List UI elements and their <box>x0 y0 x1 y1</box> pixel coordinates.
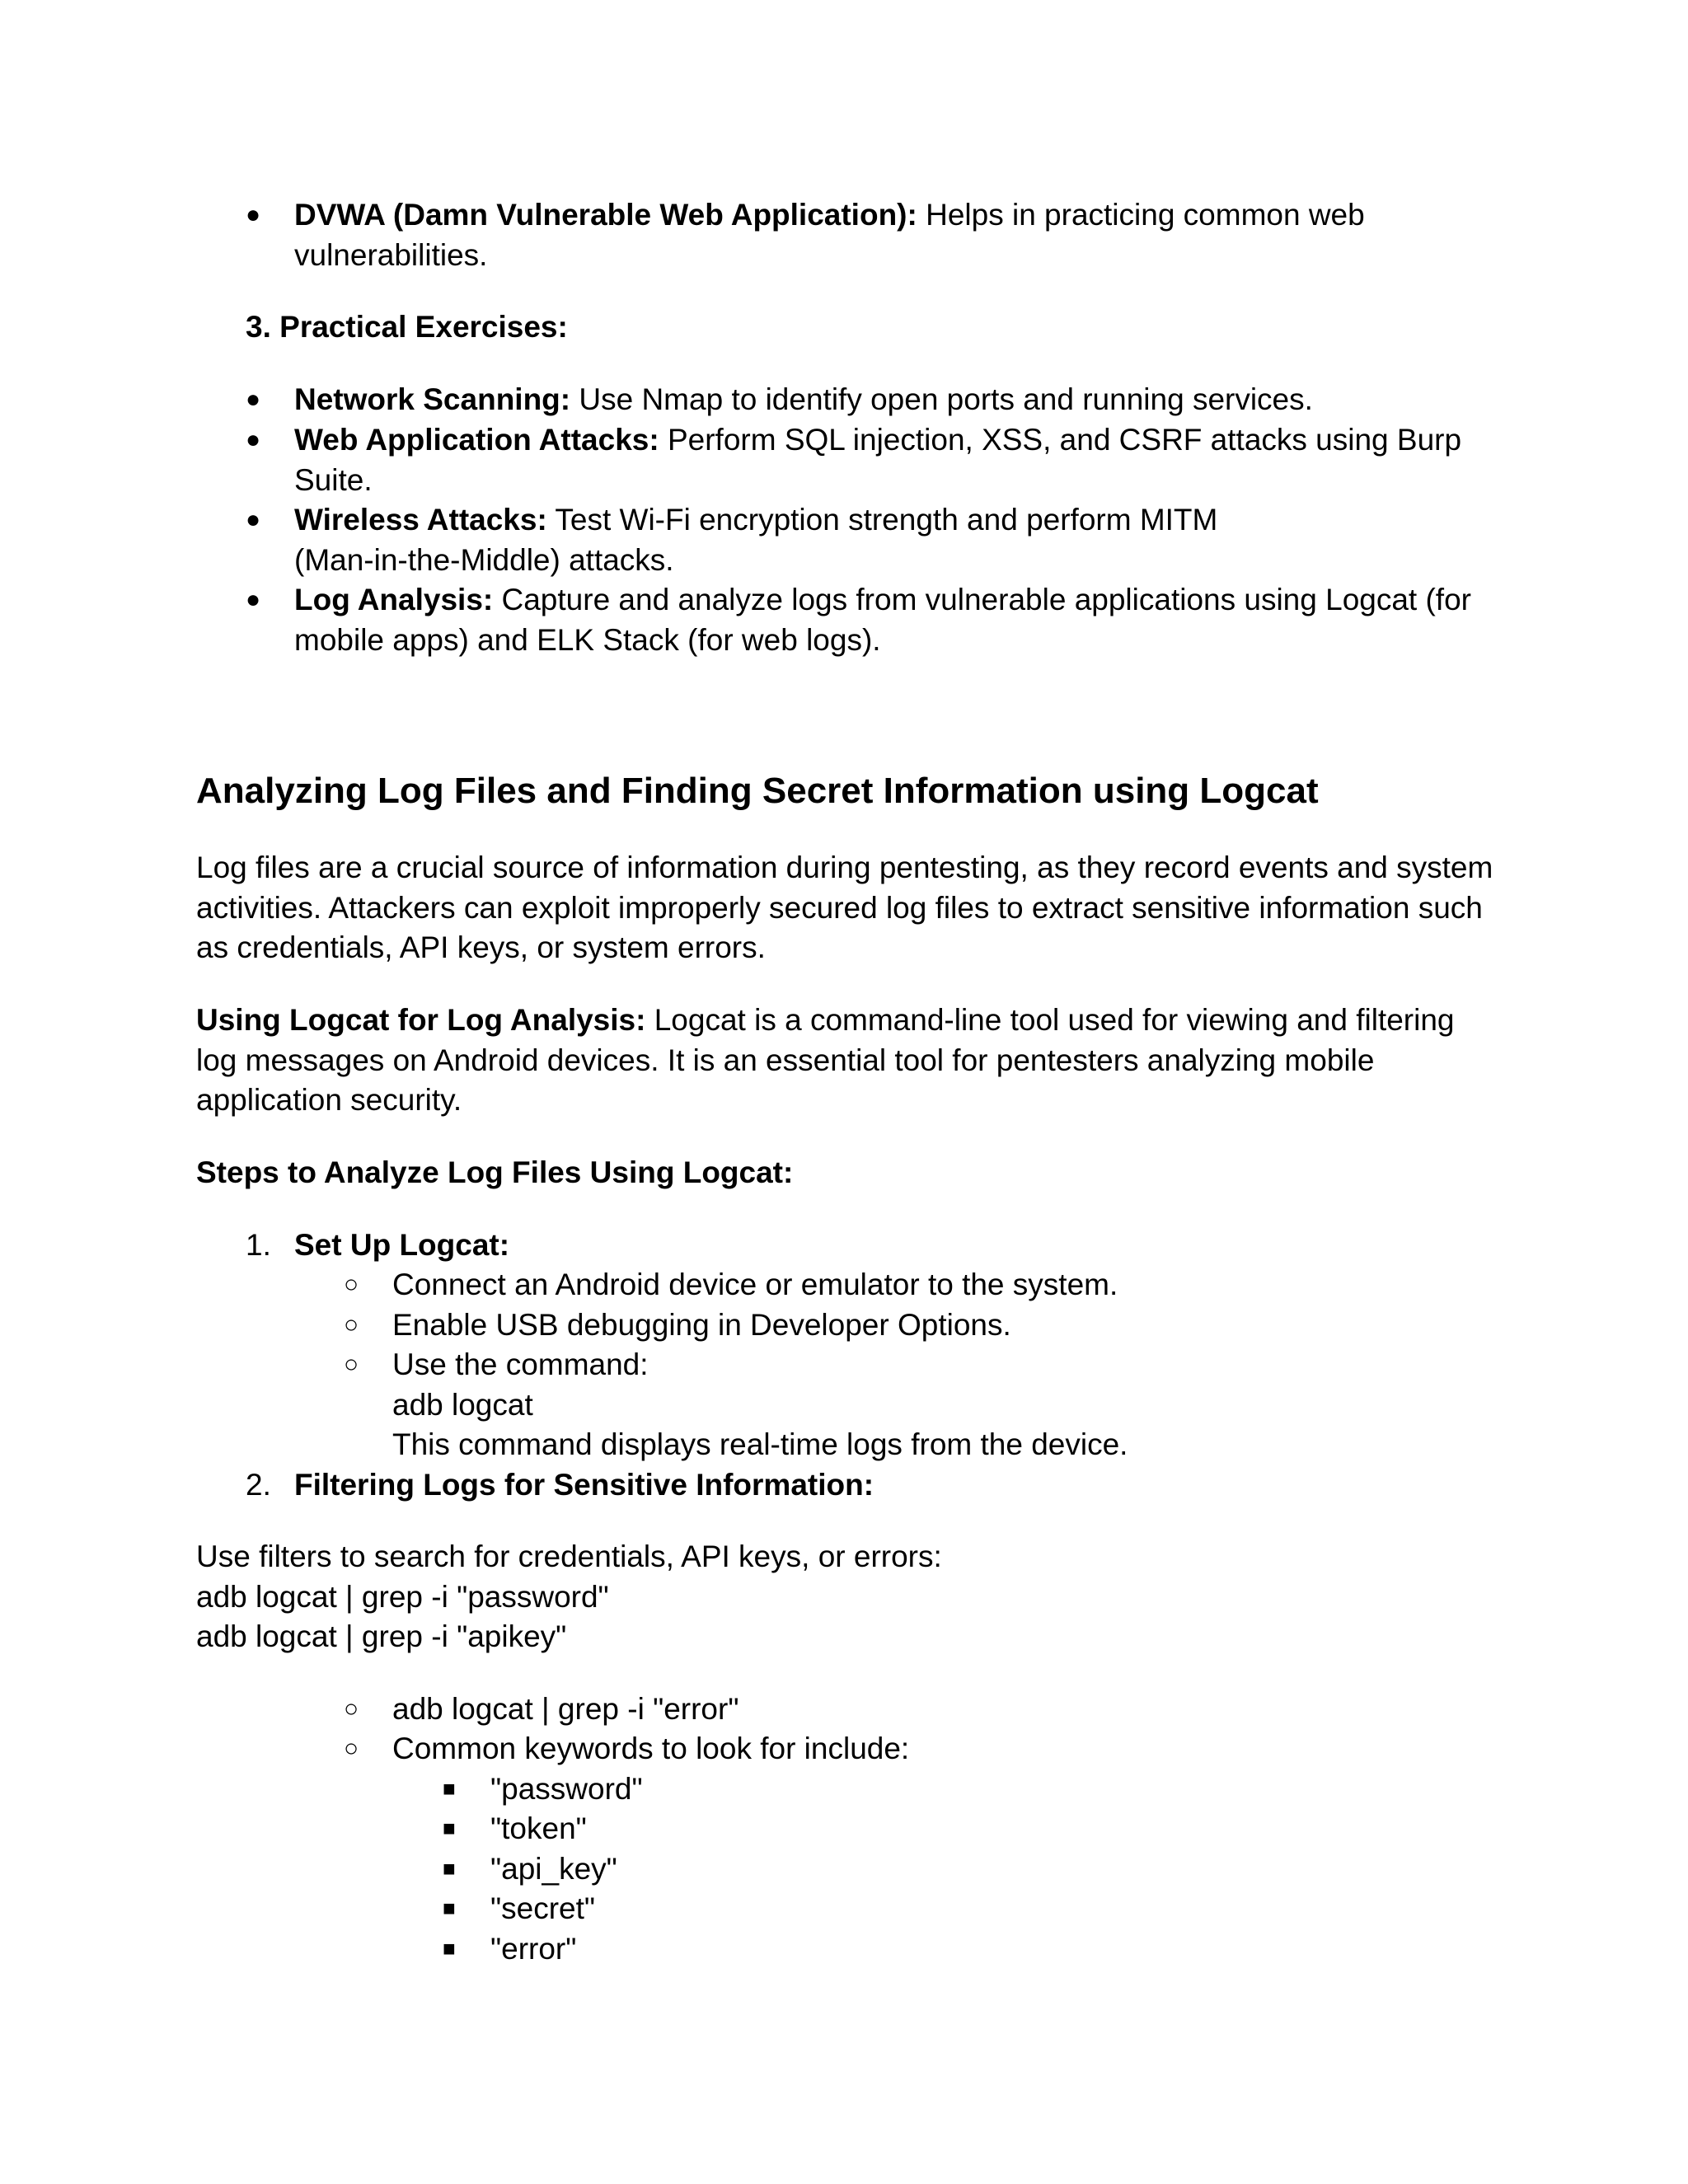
bullet-disc-icon: ● <box>246 426 261 453</box>
command-note: This command displays real-time logs from the device. <box>392 1427 1128 1461</box>
keyword-item: "password" <box>490 1772 643 1806</box>
bullet-circle-icon: ○ <box>344 1311 359 1338</box>
steps-heading: Steps to Analyze Log Files Using Logcat: <box>196 1155 794 1189</box>
section-title: Analyzing Log Files and Finding Secret Information using Logcat <box>196 771 1319 811</box>
list-item-network-scanning <box>294 379 1313 419</box>
list-item-continuation: (Man-in-the-Middle) attacks. <box>294 543 674 577</box>
bullet-disc-icon: ● <box>246 506 261 533</box>
list-item-dvwa <box>294 194 1365 235</box>
list-item-bold: DVWA (Damn Vulnerable Web Application): <box>294 198 917 232</box>
bullet-square-icon: ■ <box>443 1896 456 1920</box>
list-item-continuation: mobile apps) and ELK Stack (for web logs). <box>294 623 881 657</box>
list-item-text: Test Wi-Fi encryption strength and perform MITM <box>546 503 1218 537</box>
list-item-text: Capture and analyze logs from vulnerable applications using Logcat (for <box>493 583 1471 616</box>
filter-command: adb logcat | grep -i "apikey" <box>196 1619 567 1653</box>
intro-paragraph-line: activities. Attackers can exploit improperly secured log files to extract sensitive information such <box>196 891 1483 925</box>
step-number: 2. <box>246 1468 271 1502</box>
bullet-disc-icon: ● <box>246 201 261 228</box>
list-item-bold: Wireless Attacks: <box>294 503 547 537</box>
sub-list-item: adb logcat | grep -i "error" <box>392 1692 739 1726</box>
command-text: adb logcat <box>392 1388 533 1422</box>
using-logcat-paragraph <box>196 1000 1454 1040</box>
sub-list-item: Connect an Android device or emulator to the system. <box>392 1268 1118 1301</box>
bullet-disc-icon: ● <box>246 586 261 613</box>
step-title: Filtering Logs for Sensitive Information: <box>294 1468 874 1502</box>
step-title: Set Up Logcat: <box>294 1228 510 1262</box>
keyword-item: "api_key" <box>490 1852 617 1886</box>
intro-paragraph-line: Log files are a crucial source of information during pentesting, as they record events and system <box>196 851 1493 884</box>
list-item-continuation: Suite. <box>294 463 373 497</box>
list-item-web-app-attacks <box>294 419 1461 460</box>
bullet-circle-icon: ○ <box>344 1271 359 1298</box>
list-item-text: Perform SQL injection, XSS, and CSRF attacks using Burp <box>659 423 1462 457</box>
bullet-circle-icon: ○ <box>344 1735 359 1762</box>
list-item-bold: Network Scanning: <box>294 382 571 416</box>
sub-list-item: Enable USB debugging in Developer Options. <box>392 1308 1011 1342</box>
practical-exercises-heading: 3. Practical Exercises: <box>246 310 568 344</box>
bullet-circle-icon: ○ <box>344 1695 359 1722</box>
list-item-bold: Web Application Attacks: <box>294 423 659 457</box>
bullet-square-icon: ■ <box>443 1816 456 1840</box>
keyword-item: "error" <box>490 1932 577 1966</box>
list-item-text: Helps in practicing common web <box>917 198 1365 232</box>
paragraph-line: log messages on Android devices. It is an essential tool for pentesters analyzing mobile <box>196 1043 1375 1077</box>
keyword-item: "secret" <box>490 1891 596 1925</box>
step-number: 1. <box>246 1228 271 1262</box>
list-item-wireless-attacks <box>294 499 1217 540</box>
list-item-log-analysis <box>294 579 1471 620</box>
bullet-disc-icon: ● <box>246 386 261 413</box>
sub-list-item: Common keywords to look for include: <box>392 1732 910 1765</box>
bullet-square-icon: ■ <box>443 1936 456 1961</box>
sub-list-item: Use the command: <box>392 1347 649 1381</box>
paragraph-bold: Using Logcat for Log Analysis: <box>196 1003 646 1037</box>
list-item-bold: Log Analysis: <box>294 583 494 616</box>
filter-command: adb logcat | grep -i "password" <box>196 1580 609 1614</box>
filter-line: Use filters to search for credentials, API keys, or errors: <box>196 1540 942 1573</box>
paragraph-text: Logcat is a command-line tool used for viewing and filtering <box>645 1003 1455 1037</box>
bullet-square-icon: ■ <box>443 1776 456 1801</box>
bullet-square-icon: ■ <box>443 1856 456 1881</box>
list-item-text: Use Nmap to identify open ports and running services. <box>570 382 1313 416</box>
keyword-item: "token" <box>490 1811 587 1845</box>
paragraph-line: application security. <box>196 1083 462 1117</box>
intro-paragraph-line: as credentials, API keys, or system errors. <box>196 930 766 964</box>
list-item-continuation: vulnerabilities. <box>294 238 488 272</box>
bullet-circle-icon: ○ <box>344 1351 359 1378</box>
